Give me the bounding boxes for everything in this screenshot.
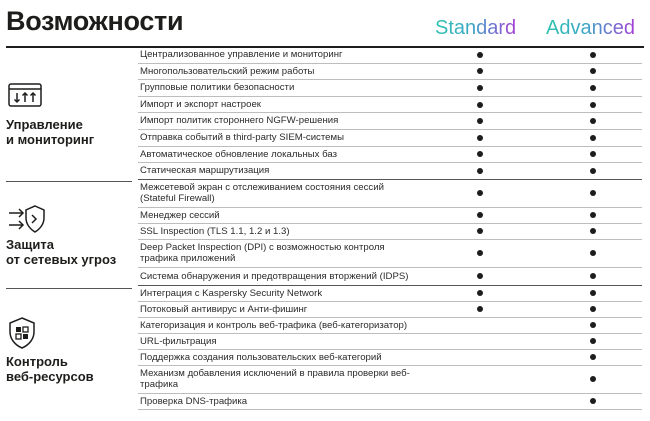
feature-name: Отправка событий в third-party SIEM-системы bbox=[140, 132, 344, 144]
column-header-advanced: Advanced bbox=[546, 17, 635, 39]
advanced-included-dot bbox=[590, 151, 596, 157]
advanced-included-dot bbox=[590, 85, 596, 91]
advanced-included-dot bbox=[590, 354, 596, 360]
group-label-network-protection: Защита от сетевых угроз bbox=[6, 237, 117, 267]
feature-row bbox=[138, 286, 642, 302]
page-title: Возможности bbox=[6, 6, 184, 36]
group-network-protection bbox=[6, 182, 136, 288]
advanced-included-dot bbox=[590, 68, 596, 74]
feature-name: Многопользовательский режим работы bbox=[140, 65, 315, 77]
feature-name: Механизм добавления исключений в правила проверки веб-трафика bbox=[140, 367, 410, 391]
advanced-included-dot bbox=[590, 168, 596, 174]
advanced-included-dot bbox=[590, 102, 596, 108]
advanced-included-dot bbox=[590, 338, 596, 344]
feature-row bbox=[138, 302, 642, 318]
standard-included-dot bbox=[477, 102, 483, 108]
feature-name: Групповые политики безопасности bbox=[140, 82, 295, 94]
feature-row bbox=[138, 64, 642, 81]
advanced-included-dot bbox=[590, 290, 596, 296]
feature-row bbox=[138, 240, 642, 268]
standard-included-dot bbox=[477, 118, 483, 124]
group-label-web-control: Контроль веб-ресурсов bbox=[6, 354, 94, 384]
feature-row bbox=[138, 224, 642, 240]
feature-name: Потоковый антивирус и Анти-фишинг bbox=[140, 303, 308, 315]
feature-name: Автоматическое обновление локальных баз bbox=[140, 148, 338, 160]
feature-name: Централизованное управление и мониторинг bbox=[140, 49, 343, 61]
standard-included-dot bbox=[477, 273, 483, 279]
shield-arrows-icon bbox=[8, 204, 48, 234]
standard-included-dot bbox=[477, 168, 483, 174]
feature-row bbox=[138, 80, 642, 97]
advanced-included-dot bbox=[590, 322, 596, 328]
feature-name: Статическая маршрутизация bbox=[140, 165, 270, 177]
feature-row bbox=[138, 208, 642, 224]
advanced-included-dot bbox=[590, 190, 596, 196]
standard-included-dot bbox=[477, 212, 483, 218]
features-table bbox=[138, 47, 642, 410]
feature-name: SSL Inspection (TLS 1.1, 1.2 и 1.3) bbox=[140, 225, 290, 237]
feature-row bbox=[138, 366, 642, 394]
feature-name: Категоризация и контроль веб-трафика (веб-категоризатор) bbox=[140, 319, 408, 331]
feature-row bbox=[138, 163, 642, 180]
standard-included-dot bbox=[477, 306, 483, 312]
feature-name: Импорт политик стороннего NGFW-решения bbox=[140, 115, 339, 127]
group-label-management: Управление и мониторинг bbox=[6, 117, 95, 147]
standard-included-dot bbox=[477, 52, 483, 58]
feature-name: Deep Packet Inspection (DPI) с возможностью контроля трафика приложений bbox=[140, 241, 385, 265]
standard-included-dot bbox=[477, 250, 483, 256]
standard-included-dot bbox=[477, 190, 483, 196]
advanced-included-dot bbox=[590, 398, 596, 404]
group-web-control bbox=[6, 289, 136, 417]
standard-included-dot bbox=[477, 85, 483, 91]
feature-row bbox=[138, 180, 642, 208]
feature-row bbox=[138, 350, 642, 366]
dashboard-icon bbox=[8, 83, 42, 107]
advanced-included-dot bbox=[590, 135, 596, 141]
standard-included-dot bbox=[477, 151, 483, 157]
column-header-standard: Standard bbox=[435, 17, 517, 39]
feature-name: Интеграция с Kaspersky Security Network bbox=[140, 287, 323, 299]
feature-row bbox=[138, 394, 642, 410]
feature-row bbox=[138, 47, 642, 64]
standard-included-dot bbox=[477, 228, 483, 234]
feature-row bbox=[138, 113, 642, 130]
advanced-included-dot bbox=[590, 306, 596, 312]
feature-row bbox=[138, 97, 642, 114]
advanced-included-dot bbox=[590, 212, 596, 218]
advanced-included-dot bbox=[590, 273, 596, 279]
feature-row bbox=[138, 130, 642, 147]
standard-included-dot bbox=[477, 290, 483, 296]
feature-name: Межсетевой экран с отслеживанием состояния сессий (Stateful Firewall) bbox=[140, 181, 384, 205]
standard-included-dot bbox=[477, 135, 483, 141]
group-management bbox=[6, 47, 136, 180]
shield-blocks-icon bbox=[8, 317, 36, 349]
feature-name: Поддержка создания пользовательских веб-категорий bbox=[140, 351, 382, 363]
feature-row bbox=[138, 268, 642, 286]
advanced-included-dot bbox=[590, 250, 596, 256]
standard-included-dot bbox=[477, 68, 483, 74]
feature-name: Импорт и экспорт настроек bbox=[140, 98, 261, 110]
feature-row bbox=[138, 147, 642, 164]
feature-name: Система обнаружения и предотвращения вторжений (IDPS) bbox=[140, 270, 409, 282]
advanced-included-dot bbox=[590, 52, 596, 58]
feature-name: URL-фильтрация bbox=[140, 335, 217, 347]
advanced-included-dot bbox=[590, 118, 596, 124]
feature-name: Проверка DNS-трафика bbox=[140, 395, 248, 407]
feature-name: Менеджер сессий bbox=[140, 209, 220, 221]
advanced-included-dot bbox=[590, 228, 596, 234]
feature-row bbox=[138, 334, 642, 350]
feature-row bbox=[138, 318, 642, 334]
advanced-included-dot bbox=[590, 376, 596, 382]
